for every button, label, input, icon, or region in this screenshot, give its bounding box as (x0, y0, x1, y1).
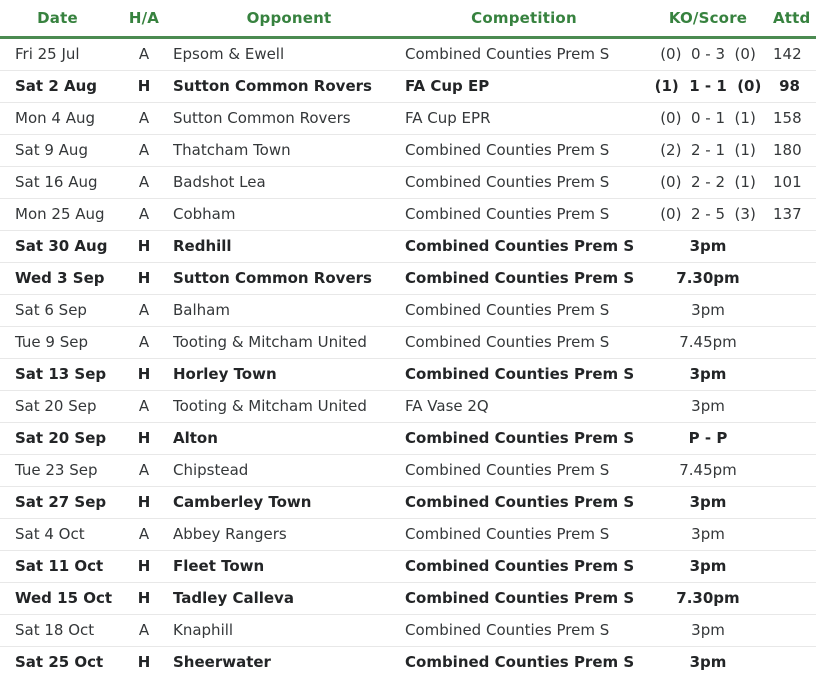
attendance-cell (773, 359, 816, 391)
competition-cell: Combined Counties Prem S (405, 167, 643, 199)
opponent-cell: Sutton Common Rovers (173, 71, 405, 103)
column-header-attendance: Attd (773, 0, 816, 38)
attendance-cell (773, 327, 816, 359)
home-away-cell: H (115, 231, 173, 263)
header-row (0, 0, 816, 38)
opponent-cell: Chipstead (173, 455, 405, 487)
attendance-cell: 158 (773, 103, 816, 135)
home-away-cell: H (115, 263, 173, 295)
home-away-cell: A (115, 135, 173, 167)
attendance-cell (773, 455, 816, 487)
fixture-row[interactable] (0, 295, 816, 327)
date-cell: Tue 23 Sep (0, 455, 115, 487)
ko-score-cell: 7.30pm (643, 263, 773, 295)
opponent-cell: Epsom & Ewell (173, 38, 405, 71)
attendance-cell (773, 583, 816, 615)
competition-cell: Combined Counties Prem S (405, 583, 643, 615)
home-away-cell: H (115, 71, 173, 103)
ko-score-cell: 3pm (643, 487, 773, 519)
competition-cell: Combined Counties Prem S (405, 295, 643, 327)
home-away-cell: A (115, 519, 173, 551)
home-away-cell: A (115, 38, 173, 71)
fixture-row[interactable] (0, 647, 816, 679)
competition-cell: Combined Counties Prem S (405, 263, 643, 295)
competition-cell: Combined Counties Prem S (405, 423, 643, 455)
date-cell: Wed 15 Oct (0, 583, 115, 615)
competition-cell: FA Cup EPR (405, 103, 643, 135)
home-away-cell: A (115, 455, 173, 487)
date-cell: Sat 20 Sep (0, 391, 115, 423)
opponent-cell: Abbey Rangers (173, 519, 405, 551)
ko-score-cell: P - P (643, 423, 773, 455)
home-away-cell: H (115, 551, 173, 583)
opponent-cell: Camberley Town (173, 487, 405, 519)
ko-score-cell: 3pm (643, 231, 773, 263)
competition-cell: Combined Counties Prem S (405, 653, 635, 671)
opponent-cell: Balham (173, 295, 405, 327)
opponent-cell: Horley Town (173, 359, 405, 391)
fixture-row[interactable] (0, 615, 816, 647)
date-cell: Sat 20 Sep (0, 423, 115, 455)
competition-cell: Combined Counties Prem S (405, 135, 643, 167)
ko-score-cell: (2) 2 - 1 (1) (643, 135, 773, 167)
opponent-cell: Sheerwater (173, 653, 271, 671)
ko-score-cell: (0) 0 - 3 (0) (643, 38, 773, 71)
attendance-cell: 180 (773, 135, 816, 167)
attendance-cell: 101 (773, 167, 816, 199)
home-away-cell: H (115, 423, 173, 455)
opponent-cell: Tooting & Mitcham United (173, 327, 405, 359)
attendance-cell (773, 647, 816, 679)
opponent-cell: Cobham (173, 199, 405, 231)
date-cell: Sat 4 Oct (0, 519, 115, 551)
ko-score-cell: 3pm (643, 359, 773, 391)
column-header-opponent: Opponent (173, 0, 405, 38)
opponent-cell: Tooting & Mitcham United (173, 391, 405, 423)
competition-cell: Combined Counties Prem S (405, 199, 643, 231)
home-away-cell: H (115, 583, 173, 615)
opponent-cell: Sutton Common Rovers (173, 263, 405, 295)
home-away-cell: A (115, 103, 173, 135)
date-cell: Sat 11 Oct (0, 551, 115, 583)
ko-score-cell: 7.45pm (643, 455, 773, 487)
opponent-cell: Sutton Common Rovers (173, 103, 405, 135)
attendance-cell (773, 295, 816, 327)
fixture-row[interactable] (0, 231, 816, 263)
home-away-cell: H (137, 653, 151, 671)
fixture-row[interactable] (0, 487, 816, 519)
attendance-cell (773, 391, 816, 423)
fixture-row[interactable] (0, 423, 816, 455)
competition-cell: Combined Counties Prem S (405, 231, 643, 263)
date-cell: Sat 27 Sep (0, 487, 115, 519)
fixture-row[interactable] (0, 199, 816, 231)
fixture-row[interactable] (0, 327, 816, 359)
fixtures-table-body (0, 38, 816, 679)
date-cell: Fri 25 Jul (0, 38, 115, 71)
fixture-row[interactable] (0, 71, 816, 103)
fixture-row[interactable] (0, 135, 816, 167)
column-header-ko-score: KO/Score (643, 0, 773, 38)
ko-score-cell: (0) 2 - 2 (1) (643, 167, 773, 199)
home-away-cell: A (115, 615, 173, 647)
date-cell: Wed 3 Sep (0, 263, 115, 295)
fixture-row[interactable] (0, 455, 816, 487)
competition-cell: Combined Counties Prem S (405, 38, 643, 71)
ko-score-cell: 3pm (689, 653, 727, 671)
opponent-cell: Alton (173, 423, 405, 455)
attendance-cell: 98 (773, 71, 816, 103)
date-cell: Sat 25 Oct (15, 653, 104, 671)
competition-cell: FA Vase 2Q (405, 391, 643, 423)
attendance-cell (773, 615, 816, 647)
date-cell: Sat 18 Oct (0, 615, 115, 647)
attendance-cell: 142 (773, 38, 816, 71)
fixture-row[interactable] (0, 519, 816, 551)
fixture-row[interactable] (0, 359, 816, 391)
opponent-cell: Redhill (173, 231, 405, 263)
fixture-row[interactable] (0, 167, 816, 199)
ko-score-cell: 3pm (643, 519, 773, 551)
ko-score-cell: 3pm (643, 615, 773, 647)
date-cell: Sat 9 Aug (0, 135, 115, 167)
date-cell: Tue 9 Sep (0, 327, 115, 359)
home-away-cell: A (115, 391, 173, 423)
home-away-cell: A (115, 167, 173, 199)
fixture-row[interactable] (0, 583, 816, 615)
ko-score-cell: 3pm (643, 551, 773, 583)
attendance-cell (773, 263, 816, 295)
fixture-row[interactable] (0, 263, 816, 295)
attendance-cell (773, 231, 816, 263)
date-cell: Sat 6 Sep (0, 295, 115, 327)
column-header-date: Date (0, 0, 115, 38)
ko-score-cell: (0) 0 - 1 (1) (643, 103, 773, 135)
attendance-cell (773, 423, 816, 455)
attendance-cell (773, 487, 816, 519)
fixture-row[interactable] (0, 103, 816, 135)
competition-cell: Combined Counties Prem S (405, 615, 643, 647)
column-header-home-away: H/A (115, 0, 173, 38)
date-cell: Sat 16 Aug (0, 167, 115, 199)
attendance-cell (773, 519, 816, 551)
fixture-row[interactable] (0, 551, 816, 583)
home-away-cell: H (115, 359, 173, 391)
date-cell: Sat 30 Aug (0, 231, 115, 263)
competition-cell: Combined Counties Prem S (405, 519, 643, 551)
ko-score-cell: 7.45pm (643, 327, 773, 359)
home-away-cell: H (115, 487, 173, 519)
competition-cell: Combined Counties Prem S (405, 455, 643, 487)
attendance-cell: 137 (773, 199, 816, 231)
fixture-row[interactable] (0, 391, 816, 423)
home-away-cell: A (115, 295, 173, 327)
attendance-cell (773, 551, 816, 583)
competition-cell: Combined Counties Prem S (405, 487, 643, 519)
date-cell: Sat 2 Aug (0, 71, 115, 103)
competition-cell: FA Cup EP (405, 71, 643, 103)
home-away-cell: A (115, 199, 173, 231)
opponent-cell: Badshot Lea (173, 167, 405, 199)
opponent-cell: Fleet Town (173, 551, 405, 583)
ko-score-cell: 3pm (643, 295, 773, 327)
ko-score-cell: (1) 1 - 1 (0) (643, 71, 773, 103)
competition-cell: Combined Counties Prem S (405, 551, 643, 583)
competition-cell: Combined Counties Prem S (405, 327, 643, 359)
opponent-cell: Knaphill (173, 615, 405, 647)
date-cell: Sat 13 Sep (0, 359, 115, 391)
opponent-cell: Thatcham Town (173, 135, 405, 167)
fixtures-table-header (0, 0, 816, 38)
column-header-competition: Competition (405, 0, 643, 38)
opponent-cell: Tadley Calleva (173, 583, 405, 615)
ko-score-cell: 3pm (643, 391, 773, 423)
competition-cell: Combined Counties Prem S (405, 359, 643, 391)
home-away-cell: A (115, 327, 173, 359)
ko-score-cell: (0) 2 - 5 (3) (643, 199, 773, 231)
date-cell: Mon 25 Aug (0, 199, 115, 231)
fixture-row[interactable] (0, 38, 816, 71)
ko-score-cell: 7.30pm (643, 583, 773, 615)
date-cell: Mon 4 Aug (0, 103, 115, 135)
